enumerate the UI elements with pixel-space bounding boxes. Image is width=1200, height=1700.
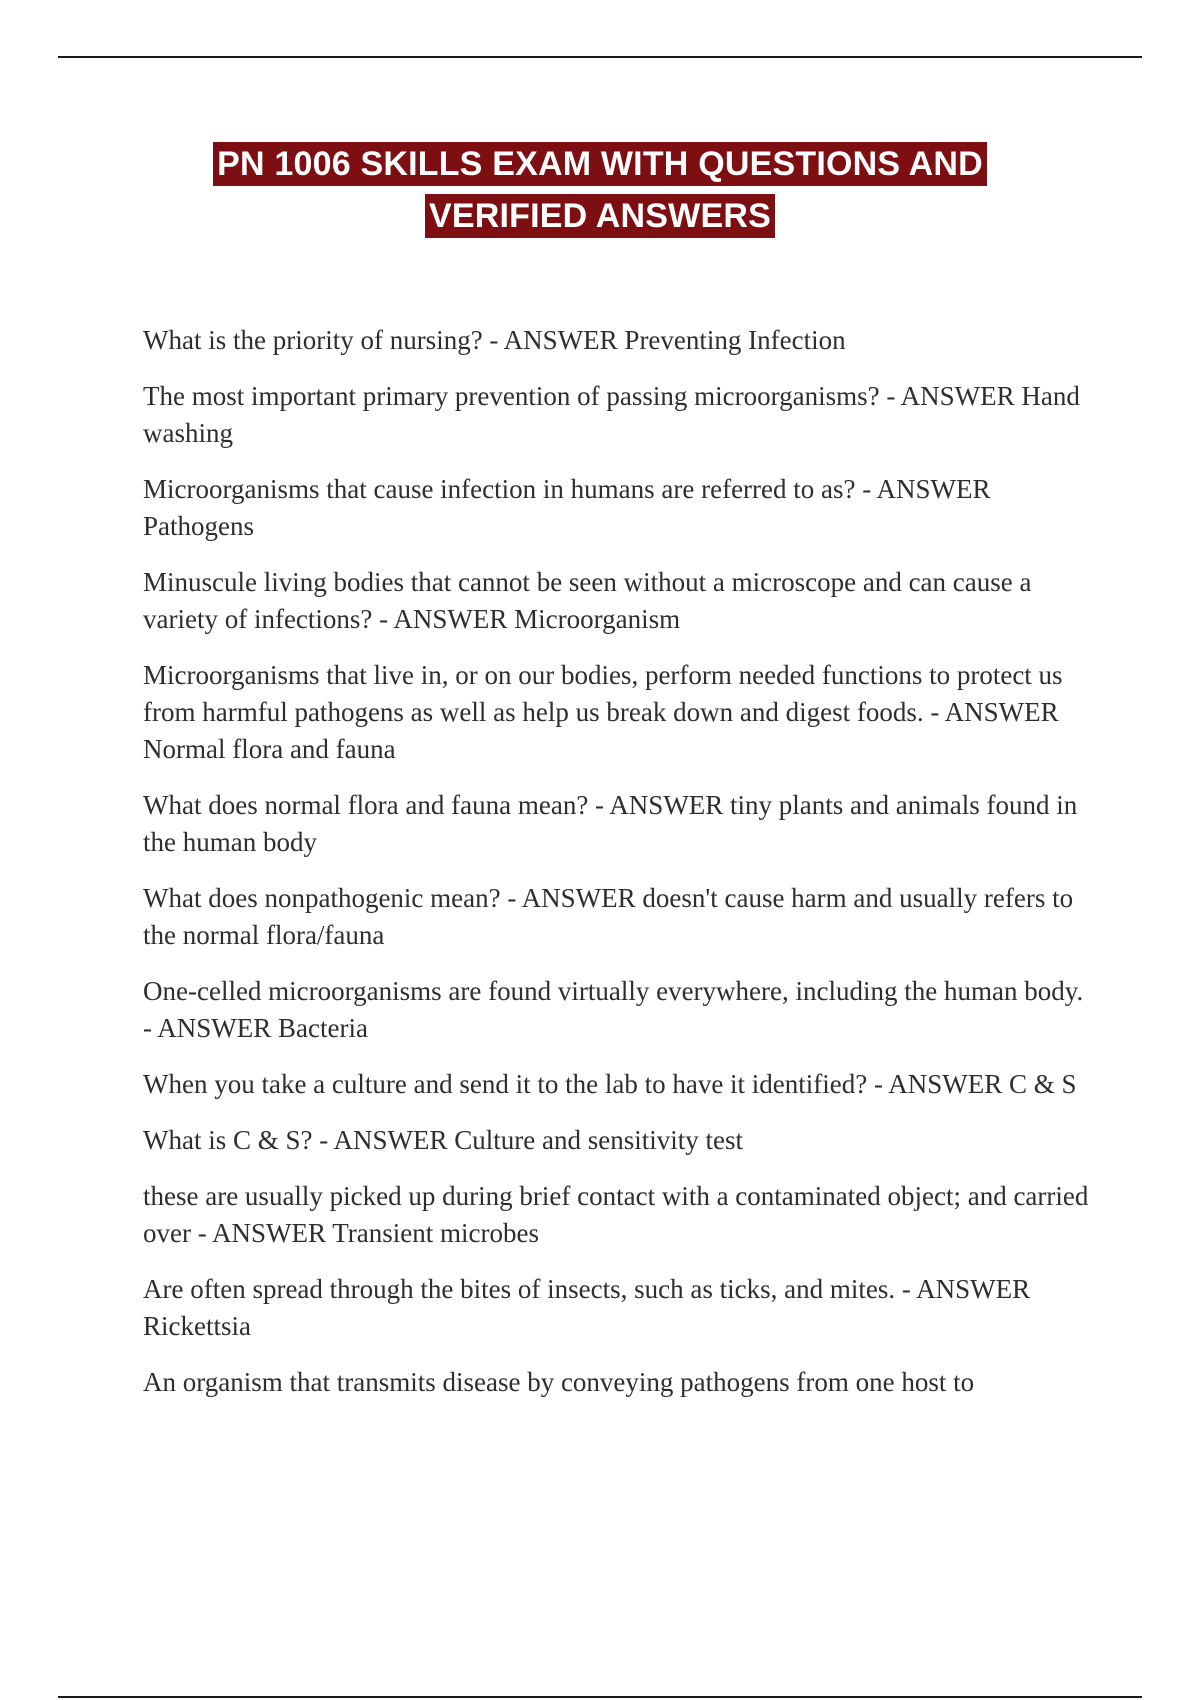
qa-item: Microorganisms that live in, or on our bodies, perform needed functions to protect us from harmful pathogens as well as help us break down and digest foods. - ANSWER Normal flora and fauna: [143, 660, 1063, 764]
qa-item: these are usually picked up during brief contact with a contaminated object; and carried over - ANSWER Transient microbes: [143, 1181, 1089, 1248]
title-line-1: PN 1006 SKILLS EXAM WITH QUESTIONS AND: [213, 142, 987, 186]
document-title: [0, 142, 1200, 238]
qa-item: When you take a culture and send it to the lab to have it identified? - ANSWER C & S: [143, 1069, 1077, 1099]
qa-item: Minuscule living bodies that cannot be seen without a microscope and can cause a variety of infections? - ANSWER Microorganism: [143, 567, 1032, 634]
qa-item: Are often spread through the bites of insects, such as ticks, and mites. - ANSWER Rickettsia: [143, 1274, 1031, 1341]
qa-item: One-celled microorganisms are found virtually everywhere, including the human body. - ANSWER Bacteria: [143, 976, 1084, 1043]
qa-item: What does normal flora and fauna mean? - ANSWER tiny plants and animals found in the human body: [143, 790, 1078, 857]
qa-list: [143, 322, 1093, 1420]
qa-item: An organism that transmits disease by conveying pathogens from one host to: [143, 1367, 975, 1397]
qa-item: What does nonpathogenic mean? - ANSWER doesn't cause harm and usually refers to the normal flora/fauna: [143, 883, 1074, 950]
qa-item: What is C & S? - ANSWER Culture and sensitivity test: [143, 1125, 743, 1155]
qa-item: The most important primary prevention of passing microorganisms? - ANSWER Hand washing: [143, 381, 1080, 448]
top-rule: [58, 56, 1142, 58]
qa-item: What is the priority of nursing? - ANSWER Preventing Infection: [143, 325, 846, 355]
title-line-2: VERIFIED ANSWERS: [425, 194, 775, 238]
bottom-rule: [58, 1696, 1142, 1698]
qa-item: Microorganisms that cause infection in humans are referred to as? - ANSWER Pathogens: [143, 474, 991, 541]
